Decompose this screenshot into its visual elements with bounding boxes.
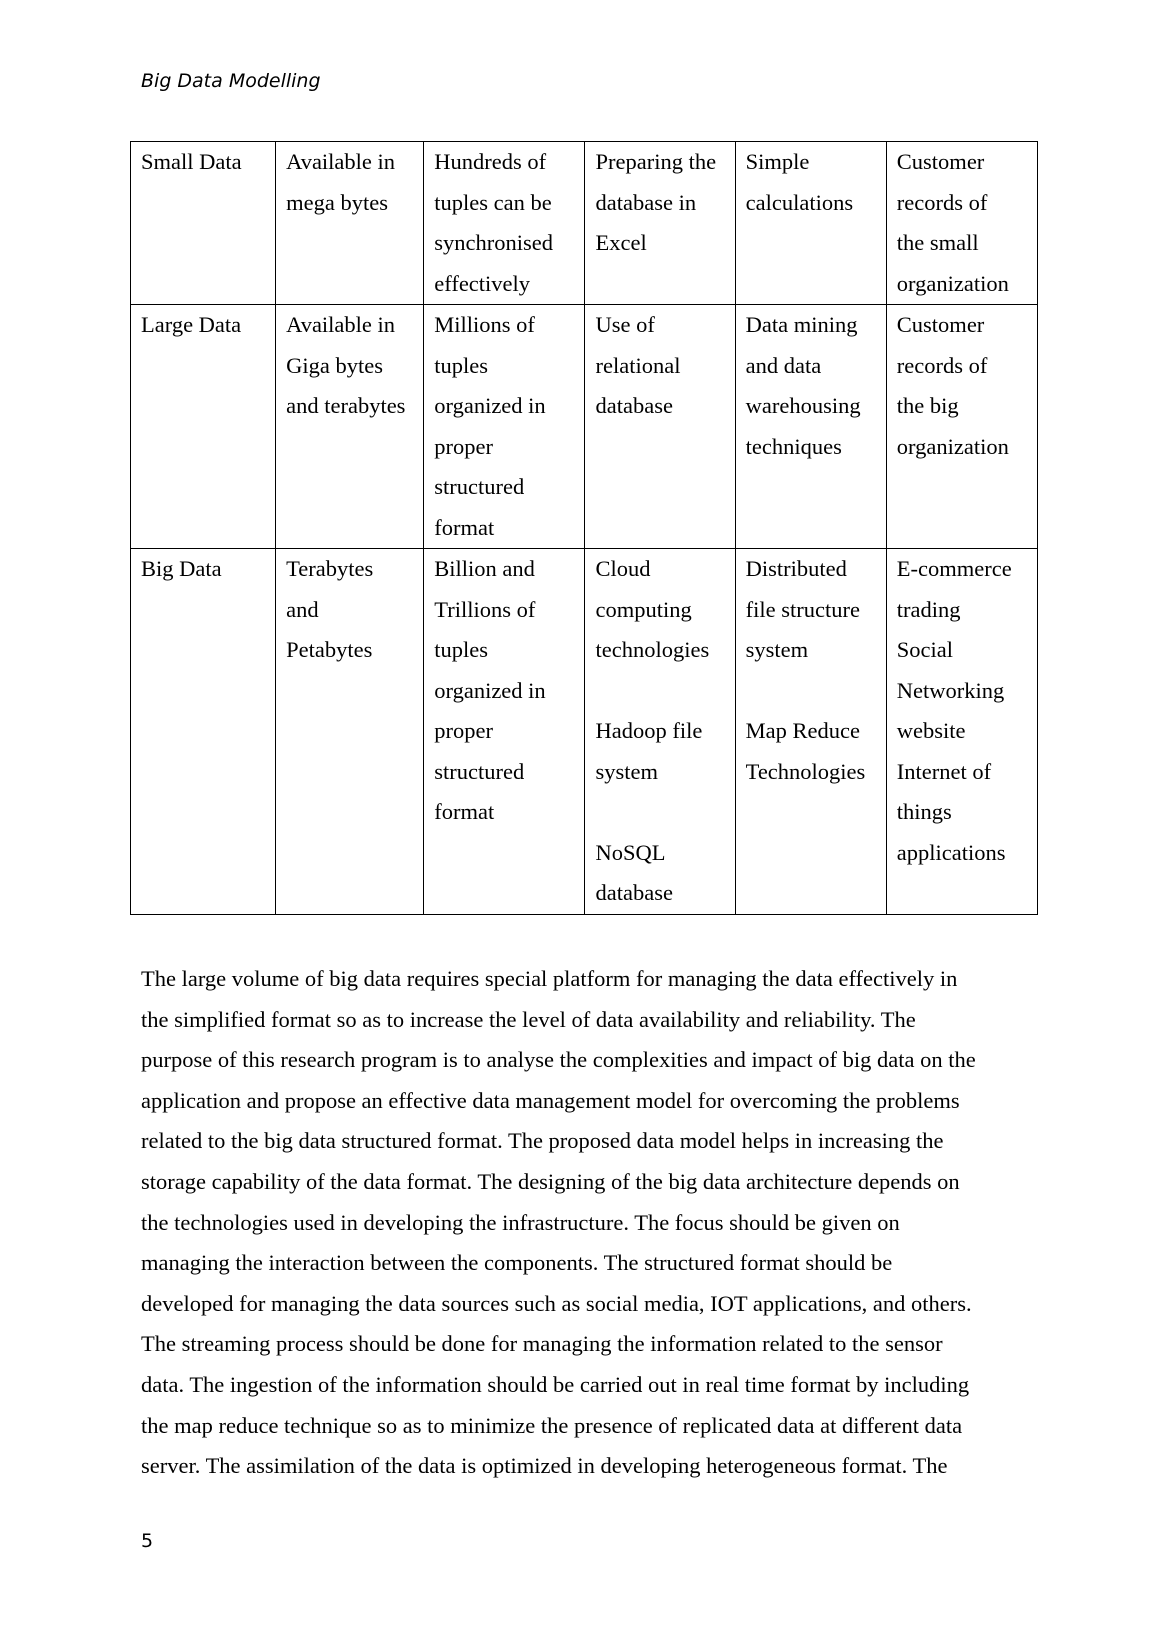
table-cell: Distributed file structure system Map Reduce Technologies: [735, 549, 886, 915]
table-cell: Use of relational database: [585, 305, 735, 549]
table-cell: Large Data: [131, 305, 276, 549]
paragraph-line: The streaming process should be done for managing the information related to the sensor: [141, 1331, 943, 1357]
table-cell: E-commerce trading Social Networking website Internet of things applications: [886, 549, 1037, 915]
running-header: Big Data Modelling: [141, 70, 321, 92]
table-cell: Simple calculations: [735, 142, 886, 305]
data-classification-table: [130, 141, 1038, 915]
paragraph-line: data. The ingestion of the information should be carried out in real time format by including: [141, 1371, 970, 1397]
table-cell: Small Data: [131, 142, 276, 305]
table-cell: Customer records of the big organization: [886, 305, 1037, 549]
table-cell: Millions of tuples organized in proper structured format: [424, 305, 585, 549]
paragraph-line: application and propose an effective data management model for overcoming the problems: [141, 1087, 960, 1113]
table-cell: Terabytes and Petabytes: [276, 549, 424, 915]
table-cell: Data mining and data warehousing techniques: [735, 305, 886, 549]
table-cell: Customer records of the small organization: [886, 142, 1037, 305]
paragraph-line: the technologies used in developing the infrastructure. The focus should be given on: [141, 1209, 900, 1235]
paragraph-line: the simplified format so as to increase the level of data availability and reliability. The: [141, 1006, 916, 1032]
table-cell: Billion and Trillions of tuples organized in proper structured format: [424, 549, 585, 915]
table-cell: Available in mega bytes: [276, 142, 424, 305]
table-row-large-data: [131, 305, 1038, 549]
paragraph-line: managing the interaction between the components. The structured format should be: [141, 1250, 893, 1276]
paragraph-line: purpose of this research program is to analyse the complexities and impact of big data on the: [141, 1047, 976, 1073]
table-row-big-data: [131, 549, 1038, 915]
paragraph-line: server. The assimilation of the data is optimized in developing heterogeneous format. The: [141, 1453, 948, 1479]
table-row-small-data: [131, 142, 1038, 305]
body-paragraph: [141, 959, 1031, 1487]
paragraph-line: developed for managing the data sources such as social media, IOT applications, and others.: [141, 1290, 972, 1316]
paragraph-line: The large volume of big data requires special platform for managing the data effectively in: [141, 966, 958, 991]
table-cell: Available in Giga bytes and terabytes: [276, 305, 424, 549]
table-cell: Hundreds of tuples can be synchronised effectively: [424, 142, 585, 305]
table-cell: Big Data: [131, 549, 276, 915]
table-cell: Preparing the database in Excel: [585, 142, 735, 305]
paragraph-line: the map reduce technique so as to minimize the presence of replicated data at different data: [141, 1412, 963, 1438]
table-cell: Cloud computing technologies Hadoop file system NoSQL database: [585, 549, 735, 915]
paragraph-line: storage capability of the data format. The designing of the big data architecture depends on: [141, 1168, 960, 1194]
page-number: 5: [141, 1530, 154, 1552]
paragraph-line: related to the big data structured format. The proposed data model helps in increasing the: [141, 1128, 944, 1154]
